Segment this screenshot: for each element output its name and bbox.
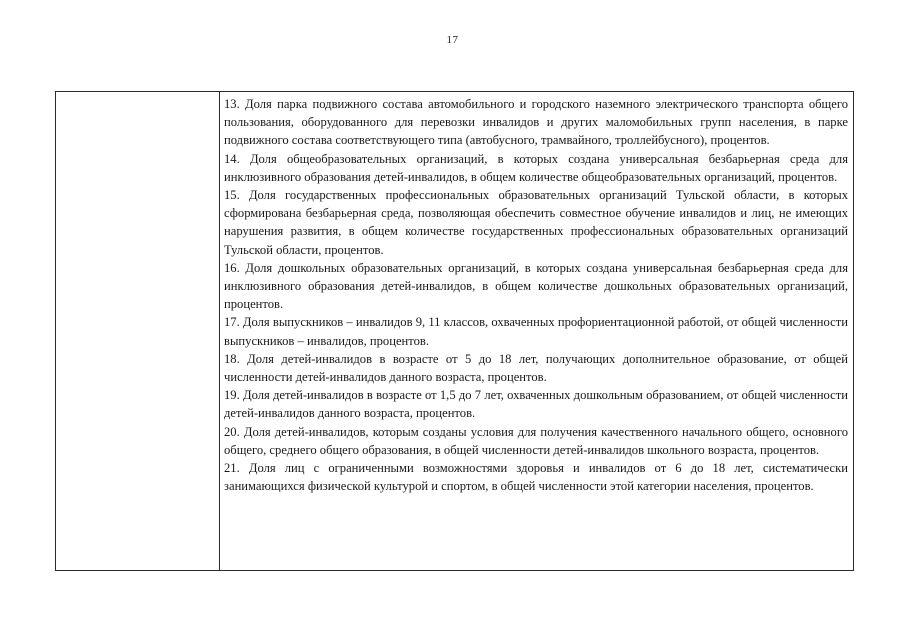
indicator-item-15: 15. Доля государственных профессиональных образовательных организаций Тульской области, в которых сформирована безбарьерная среда, позволяющая обеспечить совместное обучение инвалидов и лиц, не имеющих нарушения развития, в общем количестве государственных профессиональных образовательных организаций Тульской области, процентов.: [224, 188, 848, 257]
indicator-item-16: 16. Доля дошкольных образовательных организаций, в которых создана универсальная безбарьерная среда для инклюзивного образования детей-инвалидов, в общем количестве дошкольных образовательных организаций, процентов.: [224, 260, 848, 312]
page-number: 17: [446, 34, 459, 46]
table-left-cell: [56, 92, 220, 570]
indicator-item-14: 14. Доля общеобразовательных организаций, в которых создана универсальная безбарьерная среда для инклюзивного образования детей-инвалидов, в общем количестве общеобразовательных организаций, процентов.: [224, 151, 848, 184]
indicator-item-18: 18. Доля детей-инвалидов в возрасте от 5 до 18 лет, получающих дополнительное образование, от общей численности детей-инвалидов данного возраста, процентов.: [224, 351, 848, 385]
indicator-item-19: 19. Доля детей-инвалидов в возрасте от 1,5 до 7 лет, охваченных дошкольным образованием, от общей численности детей-инвалидов данного возраста, процентов.: [224, 388, 848, 421]
indicator-item-17: 17. Доля выпускников – инвалидов 9, 11 классов, охваченных профориентационной работой, от общей численности выпускников – инвалидов, процентов.: [224, 315, 848, 348]
table-right-cell: [220, 92, 853, 570]
indicator-item-21: 21. Доля лиц с ограниченными возможностями здоровья и инвалидов от 6 до 18 лет, систематически занимающихся физической культурой и спортом, в общей численности этой категории населения, процентов.: [224, 461, 848, 494]
indicator-item-13: 13. Доля парка подвижного состава автомобильного и городского наземного электрического транспорта общего пользования, оборудованного для перевозки инвалидов и других маломобильных групп населения, в парке подвижного состава соответствующего типа (автобусного, трамвайного, троллейбусного), процентов.: [224, 97, 848, 148]
indicator-item-20: 20. Доля детей-инвалидов, которым созданы условия для получения качественного начального общего, основного общего, среднего общего образования, в общей численности детей-инвалидов школьного возраста, процентов.: [224, 424, 848, 457]
indicators-table: [55, 91, 854, 571]
